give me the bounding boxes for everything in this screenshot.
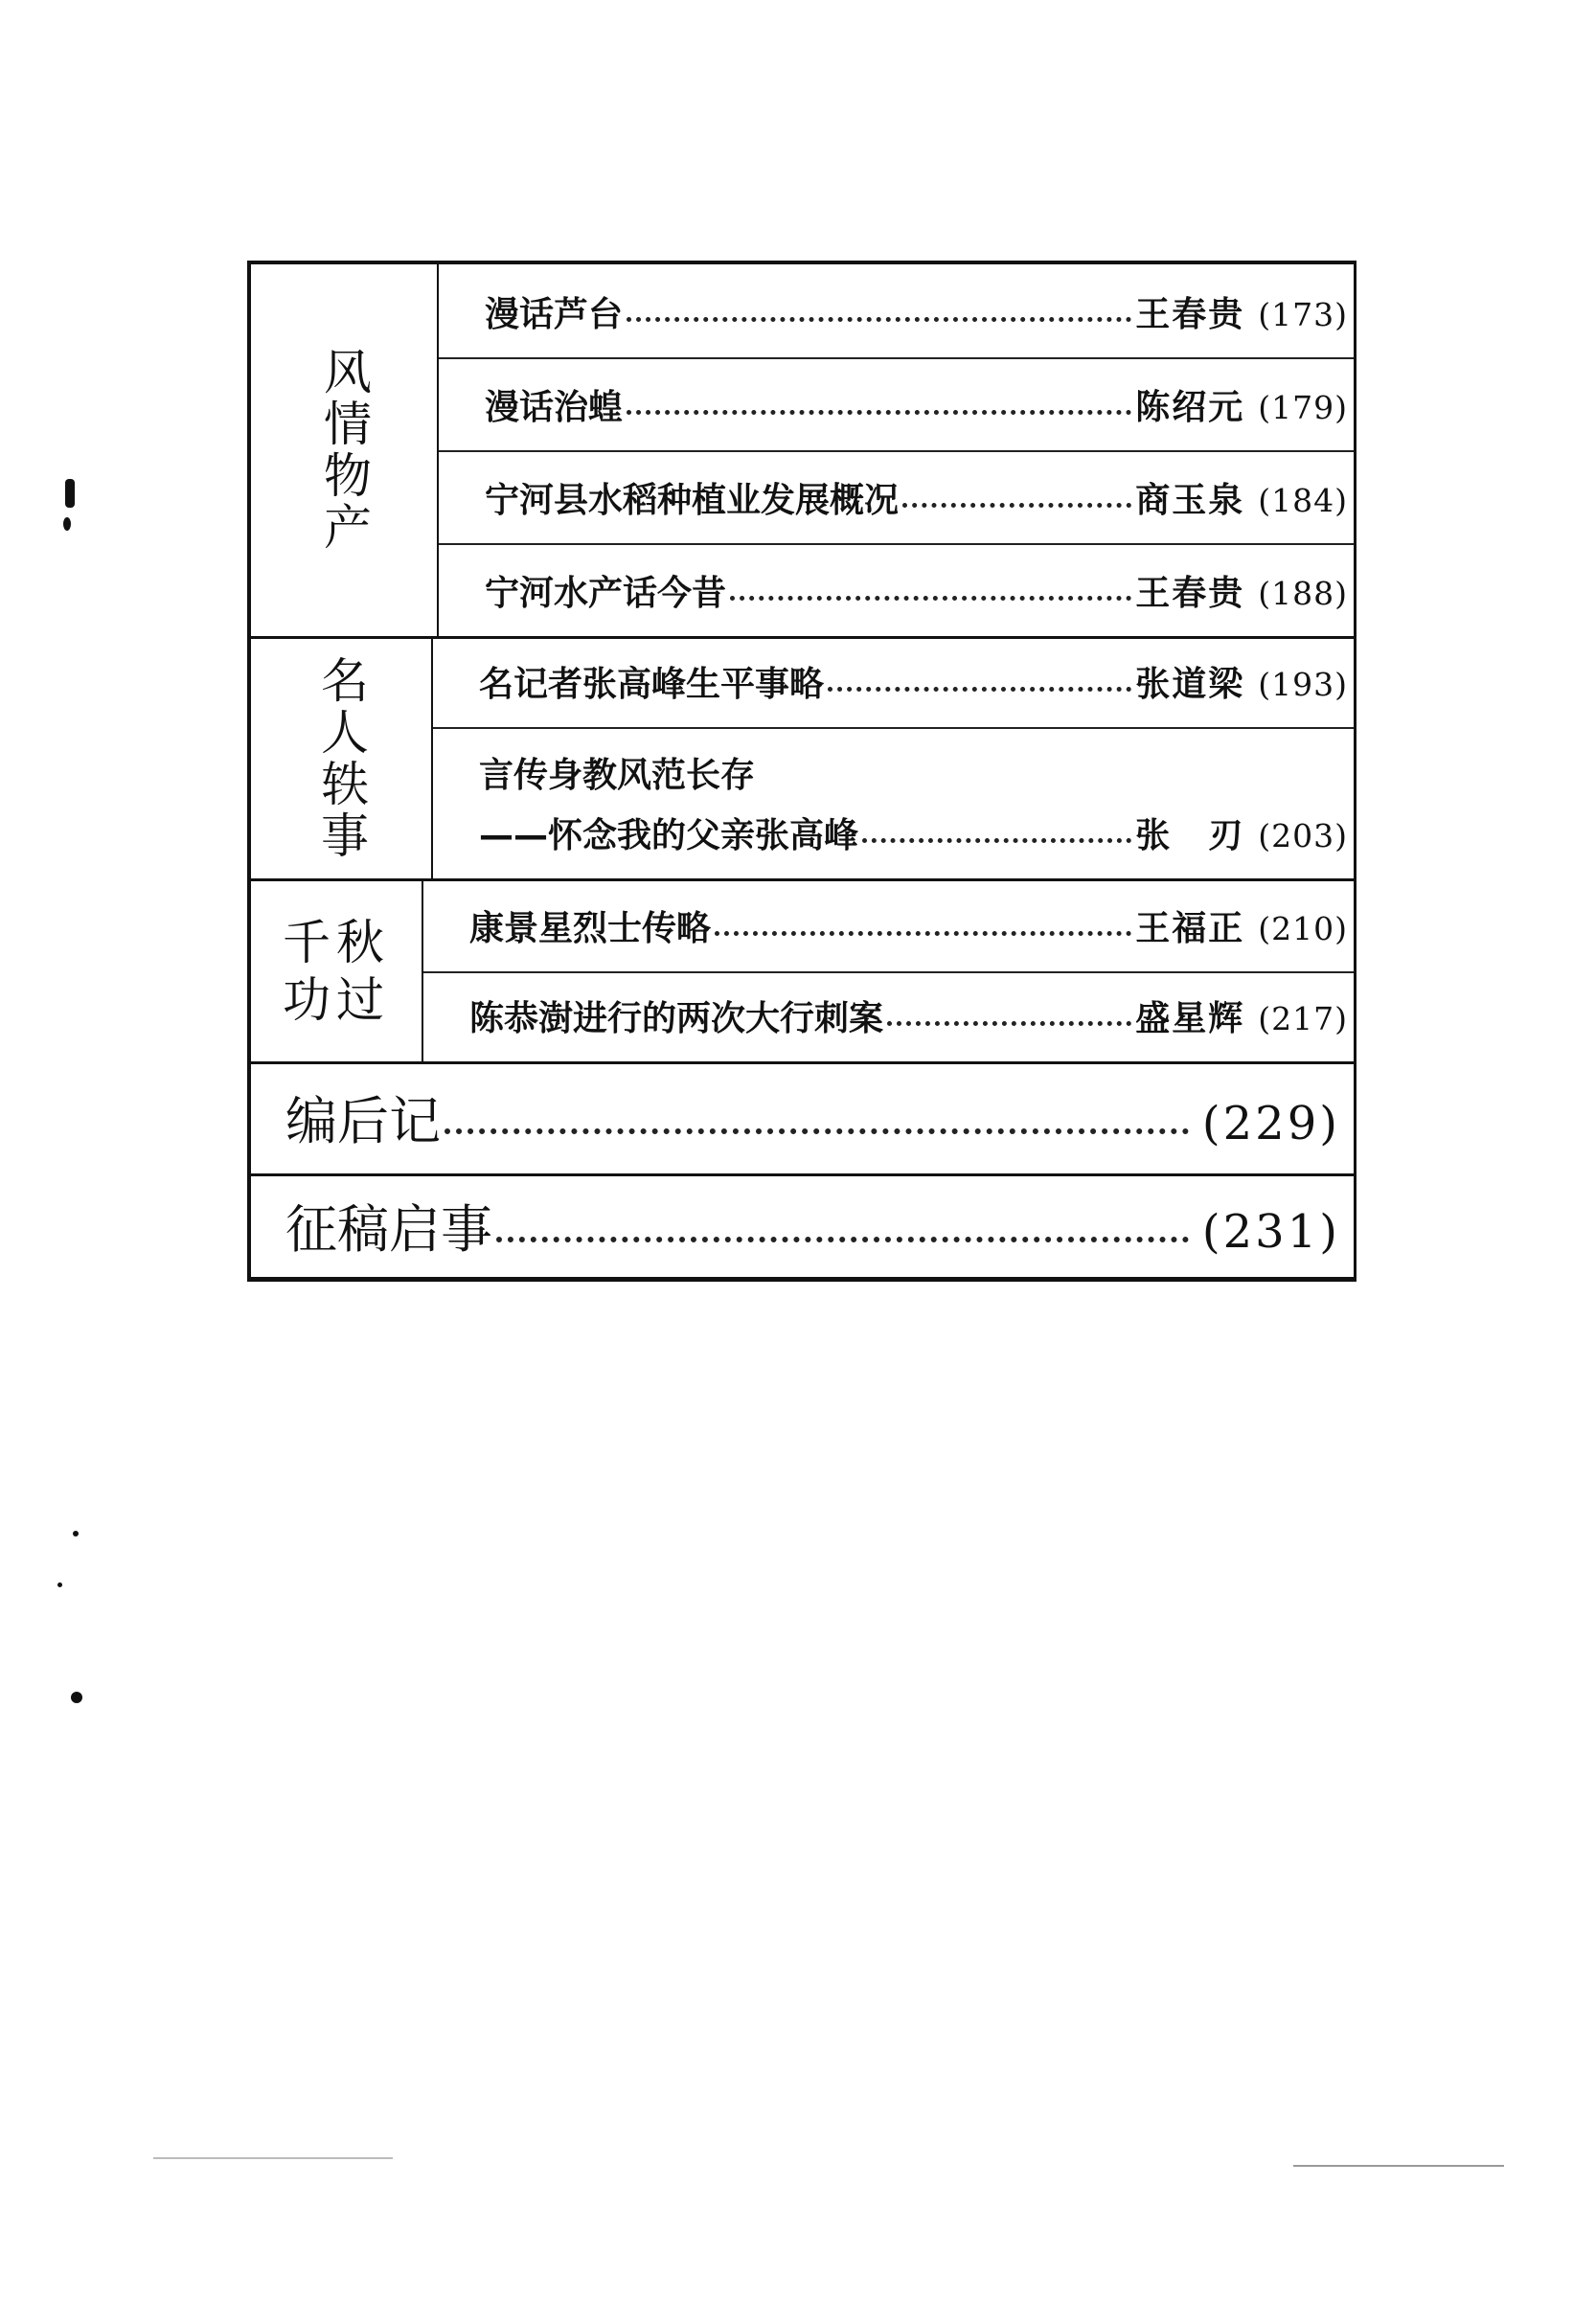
toc-entry[interactable] (423, 971, 1354, 1061)
scan-speck (63, 517, 71, 531)
dot-leader (887, 1021, 1131, 1026)
entry-title-line1: 言传身教风范长存 (479, 756, 756, 795)
entry-title: 漫话芦台 (485, 295, 624, 334)
entry-page: (210) (1258, 910, 1348, 947)
dot-leader (715, 931, 1131, 936)
entry-page: (184) (1258, 482, 1348, 519)
entry-page: (229) (1201, 1097, 1340, 1150)
entry-title: 征稿启事 (285, 1199, 492, 1260)
scan-speck (1293, 2165, 1504, 2167)
toc-entry[interactable] (433, 727, 1354, 878)
entry-title: 编后记 (285, 1091, 441, 1151)
dot-leader (445, 1128, 1189, 1134)
entry-author: 商玉泉 (1135, 481, 1245, 520)
toc-entry[interactable] (439, 357, 1354, 452)
dot-leader (828, 687, 1131, 692)
entry-author: 陈绍元 (1135, 388, 1245, 427)
toc-entry[interactable] (423, 881, 1354, 973)
scan-speck (57, 1582, 62, 1587)
toc-entry[interactable] (439, 264, 1354, 359)
toc-entry[interactable] (439, 543, 1354, 636)
entry-title: ——怀念我的父亲张高峰 (479, 816, 859, 855)
dot-leader (627, 317, 1131, 322)
dot-leader (627, 410, 1131, 415)
section-merits-faults (251, 881, 1354, 1064)
scan-speck (71, 1692, 82, 1703)
entry-author: 张道梁 (1135, 665, 1245, 704)
dot-leader (862, 838, 1131, 843)
entry-page: (217) (1258, 1000, 1348, 1037)
entry-title: 宁河水产话今昔 (485, 574, 727, 613)
dot-leader (496, 1237, 1189, 1242)
entry-author: 王福正 (1135, 909, 1245, 948)
entry-page: (188) (1258, 575, 1348, 612)
scan-speck (153, 2157, 393, 2159)
section-label: 风情物产 (251, 264, 439, 636)
section-label: 名人轶事 (251, 639, 433, 878)
entry-title: 名记者张高峰生平事略 (479, 665, 825, 704)
entry-title: 漫话治蝗 (485, 388, 624, 427)
entry-author: 王春贵 (1135, 295, 1245, 334)
entry-page: (193) (1258, 666, 1348, 703)
entry-page: (231) (1201, 1205, 1340, 1259)
entry-author: 盛星辉 (1135, 999, 1245, 1038)
toc-entry-call-for-papers[interactable] (251, 1176, 1354, 1282)
entry-page: (173) (1258, 296, 1348, 333)
dot-leader (902, 503, 1131, 508)
entry-title: 陈恭澍进行的两次大行刺案 (469, 999, 884, 1038)
entry-title: 宁河县水稻种植业发展概况 (485, 481, 900, 520)
section-local-customs (251, 264, 1354, 639)
toc-entry[interactable] (439, 450, 1354, 545)
entry-page: (203) (1258, 817, 1348, 854)
toc-entry[interactable] (433, 639, 1354, 729)
table-of-contents (247, 261, 1357, 1282)
entry-title: 康景星烈士传略 (469, 909, 712, 948)
section-label: 千秋 功过 (251, 881, 423, 1061)
entry-author: 张 刃 (1135, 816, 1245, 855)
section-famous-people (251, 639, 1354, 881)
entry-page: (179) (1258, 389, 1348, 426)
entry-author: 王春贵 (1135, 574, 1245, 613)
toc-entry-afterword[interactable] (251, 1064, 1354, 1176)
dot-leader (730, 596, 1131, 601)
scan-speck (73, 1531, 79, 1536)
scan-speck (65, 479, 75, 508)
